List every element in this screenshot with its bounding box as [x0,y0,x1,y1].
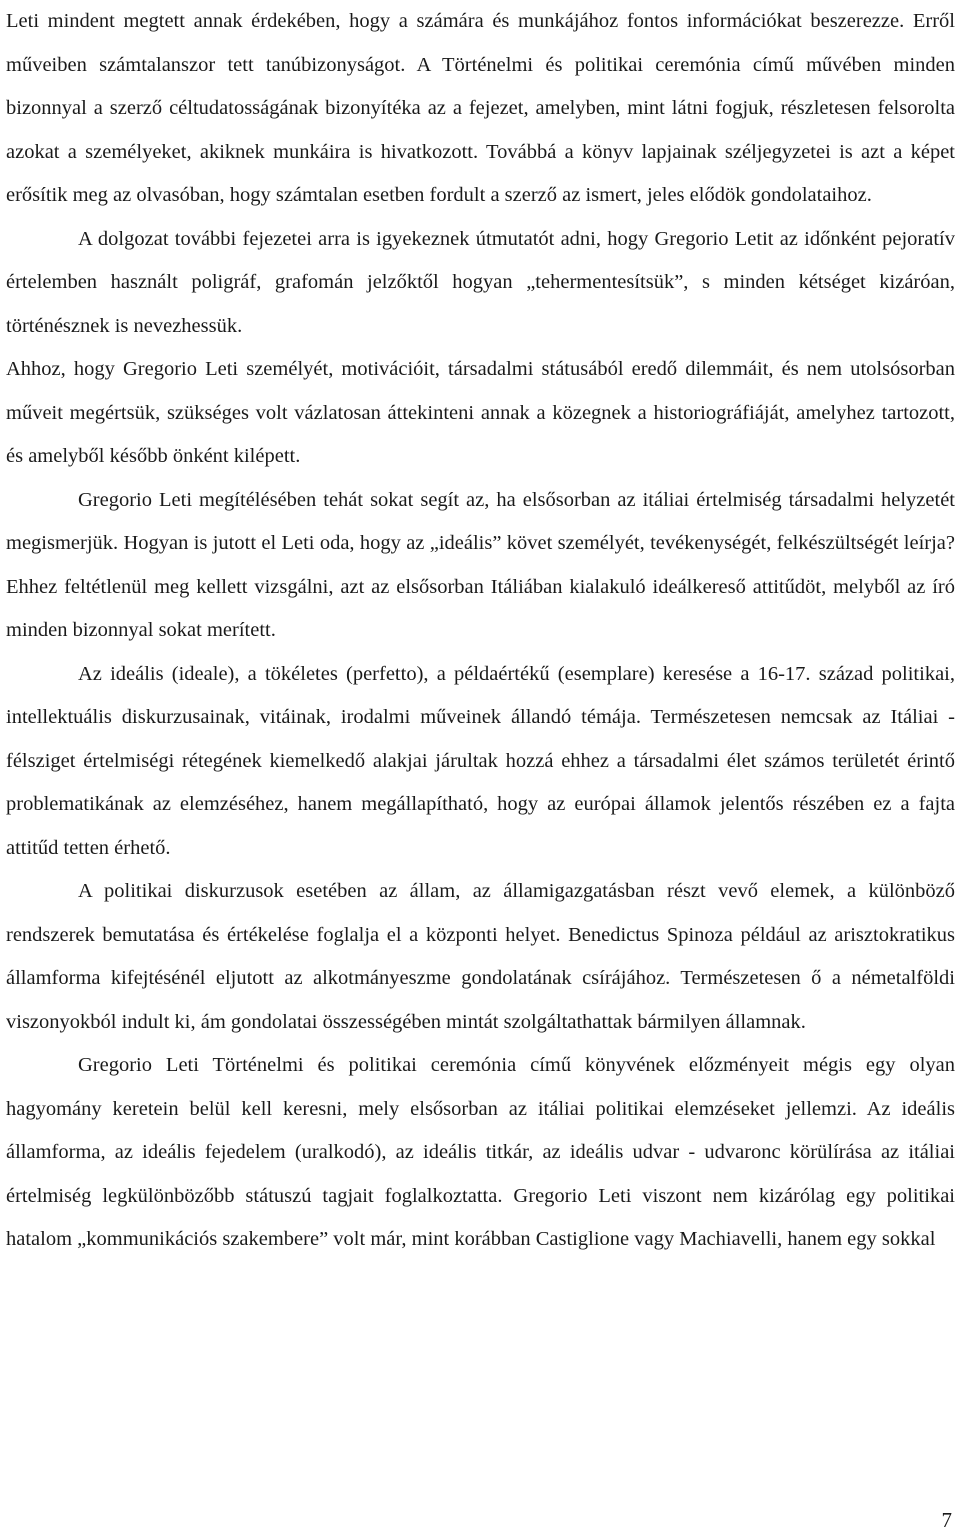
paragraph-4: Gregorio Leti megítélésében tehát sokat segít az, ha elsősorban az itáliai értelmiség társadalmi helyzetét megismerjük. Hogyan is jutott el Leti oda, hogy az „ideális” követ személyét, tevékenységét, felkészültségét leírja? Ehhez feltétlenül meg kellett vizsgálni, azt az elsősorban Itáliában kialakuló ideálkereső attitűdöt, melyből az író minden bizonnyal sokat merített. [6,488,955,641]
paragraph-2: A dolgozat további fejezetei arra is igyekeznek útmutatót adni, hogy Gregorio Letit az időnként pejoratív értelemben használt poligráf, grafomán jelzőktől hogyan „tehermentesítsük”, s minden kétséget kizáróan, történésznek is nevezhessük. [6,227,955,337]
paragraph-3: Ahhoz, hogy Gregorio Leti személyét, motivációit, társadalmi státusából eredő dilemmáit, és nem utolsósorban műveit megértsük, szükséges volt vázlatosan áttekinteni annak a közegnek a historiográfiáját, amelyhez tartozott, és amelyből később önként kilépett. [6,358,955,467]
paragraph-7: Gregorio Leti Történelmi és politikai ceremónia című könyvének előzményeit mégis egy olyan hagyomány keretein belül kell keresni, mely elsősorban az itáliai politikai elemzéseket jellemzi. Az ideális államforma, az ideális fejedelem (uralkodó), az ideális titkár, az ideális udvar - udvaronc körülírása az itáliai értelmiség legkülönbözőbb státuszú tagjait foglalkoztatta. Gregorio Leti viszont nem kizárólag egy politikai hatalom „kommunikációs szakembere” volt már, mint korábban Castiglione vagy Machiavelli, hanem egy sokkal [6,1054,955,1250]
paragraph-1: Leti mindent megtett annak érdekében, hogy a számára és munkájához fontos információkat beszerezze. Erről műveiben számtalanszor tett tanúbizonyságot. A Történelmi és politikai ceremónia című művében minden bizonnyal a szerző céltudatosságának bizonyítéka az a fejezet, amelyben, mint látni fogjuk, részletesen felsorolta azokat a személyeket, akiknek munkáira is hivatkozott. Továbbá a könyv lapjainak széljegyzetei is azt a képet erősítik meg az olvasóban, hogy számtalan esetben fordult a szerző az ismert, jeles elődök gondolataihoz. [6,10,955,206]
page-number: 7 [941,1508,952,1532]
paragraph-5: Az ideális (ideale), a tökéletes (perfetto), a példaértékű (esemplare) keresése a 16-17. század politikai, intellektuális diskurzusainak, vitáinak, irodalmi műveinek állandó témája. Természetesen nemcsak az Itáliai - félsziget értelmiségi rétegének kiemelkedő alakjai járultak hozzá ehhez a társadalmi élet számos területét érintő problematikának az elemzéséhez, hanem megállapítható, hogy az európai államok jelentős részében ez a fajta attitűd tetten érhető. [6,662,955,859]
paragraph-6: A politikai diskurzusok esetében az állam, az államigazgatásban részt vevő elemek, a különböző rendszerek bemutatása és értékelése foglalja el a központi helyet. Benedictus Spinoza például az arisztokratikus államforma kifejtésénél eljutott az alkotmányeszme gondolatának csírájához. Természetesen ő a németalföldi viszonyokból indult ki, ám gondolatai összességében mintát szolgáltathattak bármilyen államnak. [6,880,955,1033]
document-body [6,0,955,1262]
